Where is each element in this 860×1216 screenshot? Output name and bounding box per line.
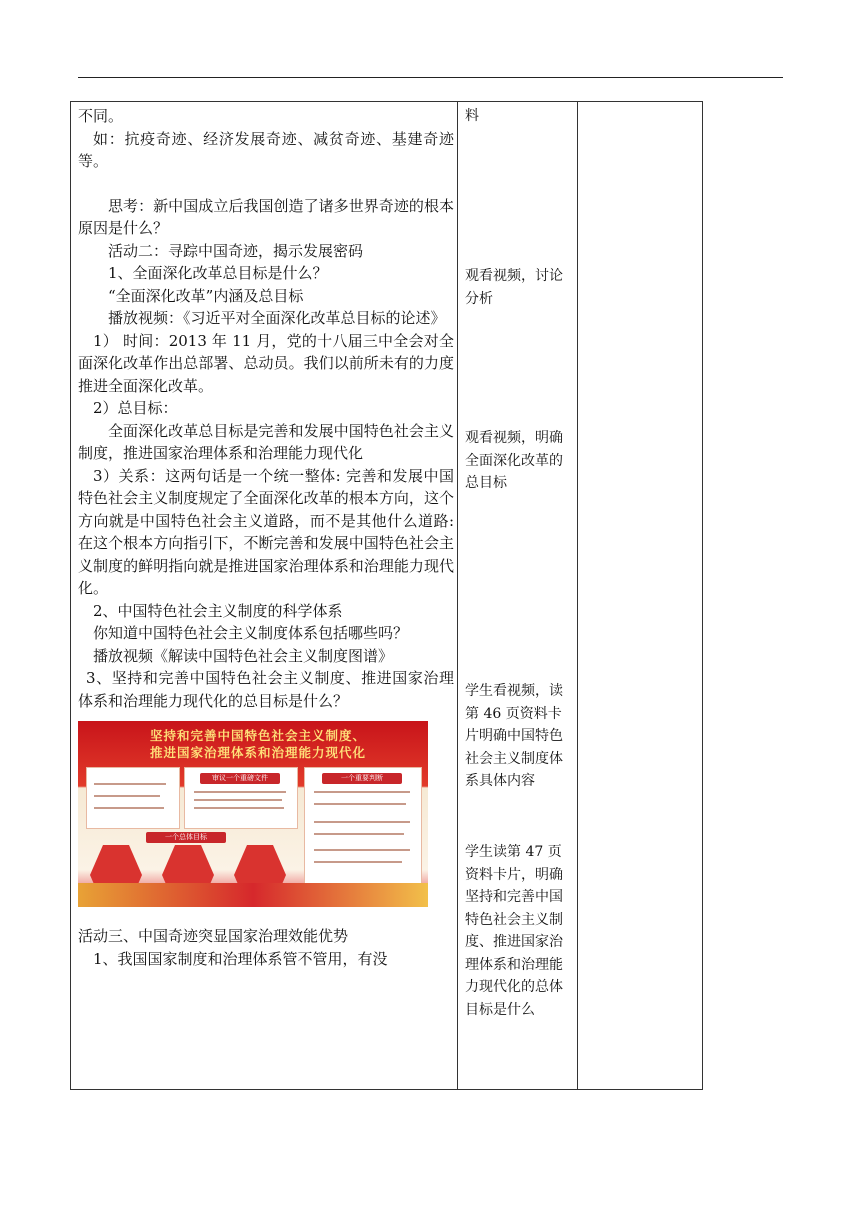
content-paragraph: 3、坚持和完善中国特色社会主义制度、推进国家治理体系和治理能力现代化的总目标是什么？ bbox=[78, 669, 454, 710]
student-activity-text: 观看视频，讨论分析 bbox=[465, 268, 563, 307]
poster-label: 审议一个重磅文件 bbox=[200, 773, 280, 784]
content-paragraph: 1、我国国家制度和治理体系管不管用，有没 bbox=[93, 949, 388, 968]
content-paragraph: 你知道中国特色社会主义制度体系包括哪些吗？ bbox=[93, 624, 409, 642]
activity-heading: 活动二：寻踪中国奇迹，揭示发展密码 bbox=[108, 241, 364, 260]
content-paragraph: 播放视频《解读中国特色社会主义制度图谱》 bbox=[93, 646, 394, 665]
student-activity-cell bbox=[465, 427, 573, 495]
content-paragraph: 2）总目标： bbox=[93, 399, 178, 417]
poster-banner bbox=[78, 883, 428, 907]
student-activity-cell bbox=[465, 841, 573, 1021]
student-activity-cell bbox=[465, 265, 573, 310]
activity-heading: 活动三、中国奇迹突显国家治理效能优势 bbox=[78, 927, 349, 945]
poster-label: 一个总体目标 bbox=[146, 832, 226, 843]
content-paragraph: 3）关系：这两句话是一个统一整体: 完善和发展中国特色社会主义制度规定了全面深化改革的根本方向，这个方向就是中国特色社会主义道路，而不是其他什么道路:在这个根本方向指引下，不断完善和发展中国特色社会主义制度的鲜明指向就是推进国家治理体系和治理能力现代化。 bbox=[78, 466, 454, 597]
student-activity-text: 学生看视频，读第 46 页资料卡片明确中国特色社会主义制度体系具体内容 bbox=[465, 683, 563, 789]
column-divider bbox=[457, 102, 458, 1089]
content-paragraph: 2、中国特色社会主义制度的科学体系 bbox=[93, 601, 343, 620]
student-activity-cell bbox=[465, 105, 573, 128]
poster-card bbox=[304, 767, 422, 887]
student-activity-text: 料 bbox=[465, 108, 479, 124]
student-activity-text: 学生读第 47 页资料卡片，明确坚持和完善中国特色社会主义制度、推进国家治理体系和治理能力现代化的总体目标是什么 bbox=[465, 844, 563, 1018]
content-paragraph: 如：抗疫奇迹、经济发展奇迹、减贫奇迹、基建奇迹等。 bbox=[78, 129, 454, 170]
poster-title: 坚持和完善中国特色社会主义制度、 bbox=[149, 728, 366, 743]
poster-title: 推进国家治理体系和治理能力现代化 bbox=[149, 745, 366, 760]
lesson-table bbox=[70, 101, 703, 1090]
content-paragraph: 全面深化改革总目标是完善和发展中国特色社会主义制度，推进国家治理体系和治理能力现代化 bbox=[78, 421, 454, 462]
content-paragraph: 1、全面深化改革总目标是什么？ bbox=[108, 264, 328, 282]
content-paragraph: 不同。 bbox=[78, 107, 124, 125]
policy-poster-image bbox=[78, 721, 428, 907]
poster-label: 一个重要判断 bbox=[322, 773, 402, 784]
student-activity-cell bbox=[465, 680, 573, 793]
poster-card bbox=[86, 767, 180, 829]
student-activity-text: 观看视频，明确全面深化改革的总目标 bbox=[465, 430, 563, 491]
content-paragraph: “全面深化改革”内涵及总目标 bbox=[108, 286, 304, 305]
content-paragraph: 播放视频：《习近平对全面深化改革总目标的论述》 bbox=[108, 309, 446, 327]
header-rule bbox=[78, 77, 783, 78]
column-divider bbox=[577, 102, 578, 1089]
content-paragraph: 思考：新中国成立后我国创造了诸多世界奇迹的根本原因是什么？ bbox=[78, 196, 454, 237]
content-paragraph: 1） 时间：2013 年 11 月，党的十八届三中全会对全面深化改革作出总部署、总动员。我们以前所未有的力度推进全面深化改革。 bbox=[78, 331, 454, 395]
teaching-content-column bbox=[78, 105, 454, 970]
